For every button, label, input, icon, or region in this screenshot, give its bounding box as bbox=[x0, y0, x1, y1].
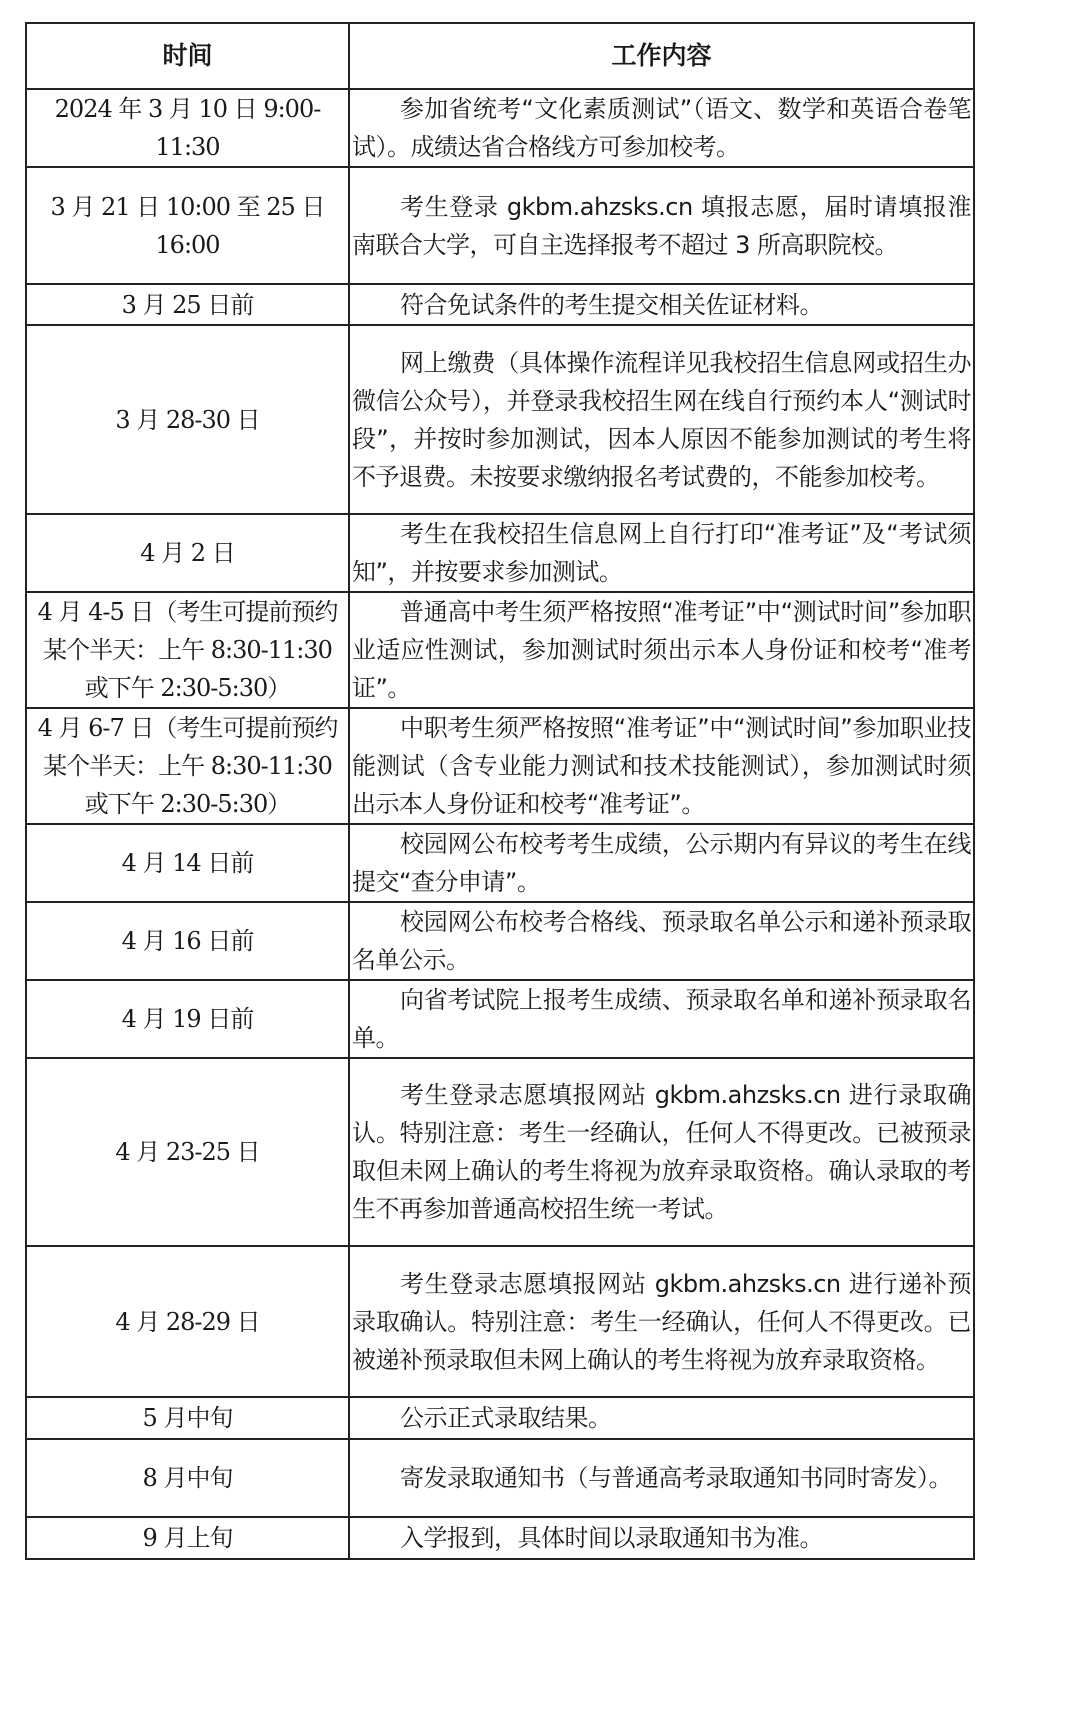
time-cell: 4 月 23-25 日 bbox=[26, 1058, 349, 1246]
table-row bbox=[26, 167, 974, 284]
time-cell: 4 月 4-5 日（考生可提前预约某个半天：上午 8:30-11:30 或下午 2:30-5:30） bbox=[26, 592, 349, 708]
table-row bbox=[26, 1397, 974, 1439]
content-cell: 参加省统考“文化素质测试”（语文、数学和英语合卷笔试）。成绩达省合格线方可参加校考。 bbox=[349, 89, 974, 167]
content-cell: 入学报到，具体时间以录取通知书为准。 bbox=[349, 1517, 974, 1559]
content-cell: 符合免试条件的考生提交相关佐证材料。 bbox=[349, 284, 974, 325]
schedule-table bbox=[25, 22, 975, 1560]
time-cell: 4 月 14 日前 bbox=[26, 824, 349, 902]
table-row bbox=[26, 1517, 974, 1559]
time-cell: 9 月上旬 bbox=[26, 1517, 349, 1559]
time-cell: 3 月 28-30 日 bbox=[26, 325, 349, 514]
time-cell: 4 月 19 日前 bbox=[26, 980, 349, 1058]
table-row bbox=[26, 824, 974, 902]
table-body bbox=[26, 89, 974, 1559]
time-cell: 3 月 21 日 10:00 至 25 日 16:00 bbox=[26, 167, 349, 284]
table-row bbox=[26, 592, 974, 708]
content-cell: 考生登录志愿填报网站 gkbm.ahzsks.cn 进行录取确认。特别注意：考生一经确认，任何人不得更改。已被预录取但未网上确认的考生将视为放弃录取资格。确认录取的考生不再参加普通高校招生统一考试。 bbox=[349, 1058, 974, 1246]
content-cell: 中职考生须严格按照“准考证”中“测试时间”参加职业技能测试（含专业能力测试和技术技能测试），参加测试时须出示本人身份证和校考“准考证”。 bbox=[349, 708, 974, 824]
table-row bbox=[26, 1058, 974, 1246]
time-cell: 2024 年 3 月 10 日 9:00-11:30 bbox=[26, 89, 349, 167]
time-cell: 8 月中旬 bbox=[26, 1439, 349, 1517]
time-cell: 4 月 6-7 日（考生可提前预约某个半天：上午 8:30-11:30 或下午 2:30-5:30） bbox=[26, 708, 349, 824]
table-row bbox=[26, 89, 974, 167]
table-row bbox=[26, 514, 974, 592]
table-row bbox=[26, 284, 974, 325]
time-cell: 3 月 25 日前 bbox=[26, 284, 349, 325]
table-row bbox=[26, 1246, 974, 1397]
time-cell: 4 月 16 日前 bbox=[26, 902, 349, 980]
table-row bbox=[26, 1439, 974, 1517]
content-cell: 公示正式录取结果。 bbox=[349, 1397, 974, 1439]
content-cell: 寄发录取通知书（与普通高考录取通知书同时寄发）。 bbox=[349, 1439, 974, 1517]
table-row bbox=[26, 980, 974, 1058]
content-cell: 向省考试院上报考生成绩、预录取名单和递补预录取名单。 bbox=[349, 980, 974, 1058]
table-header-row bbox=[26, 23, 974, 89]
header-time: 时间 bbox=[26, 23, 349, 89]
table-row bbox=[26, 325, 974, 514]
time-cell: 4 月 28-29 日 bbox=[26, 1246, 349, 1397]
content-cell: 普通高中考生须严格按照“准考证”中“测试时间”参加职业适应性测试，参加测试时须出示本人身份证和校考“准考证”。 bbox=[349, 592, 974, 708]
content-cell: 校园网公布校考合格线、预录取名单公示和递补预录取名单公示。 bbox=[349, 902, 974, 980]
table-row bbox=[26, 902, 974, 980]
content-cell: 网上缴费（具体操作流程详见我校招生信息网或招生办微信公众号），并登录我校招生网在线自行预约本人“测试时段”，并按时参加测试，因本人原因不能参加测试的考生将不予退费。未按要求缴纳报名考试费的，不能参加校考。 bbox=[349, 325, 974, 514]
content-cell: 考生登录志愿填报网站 gkbm.ahzsks.cn 进行递补预录取确认。特别注意：考生一经确认，任何人不得更改。已被递补预录取但未网上确认的考生将视为放弃录取资格。 bbox=[349, 1246, 974, 1397]
time-cell: 5 月中旬 bbox=[26, 1397, 349, 1439]
content-cell: 校园网公布校考考生成绩，公示期内有异议的考生在线提交“查分申请”。 bbox=[349, 824, 974, 902]
header-content: 工作内容 bbox=[349, 23, 974, 89]
table-row bbox=[26, 708, 974, 824]
time-cell: 4 月 2 日 bbox=[26, 514, 349, 592]
content-cell: 考生在我校招生信息网上自行打印“准考证”及“考试须知”，并按要求参加测试。 bbox=[349, 514, 974, 592]
content-cell: 考生登录 gkbm.ahzsks.cn 填报志愿，届时请填报淮南联合大学，可自主选择报考不超过 3 所高职院校。 bbox=[349, 167, 974, 284]
